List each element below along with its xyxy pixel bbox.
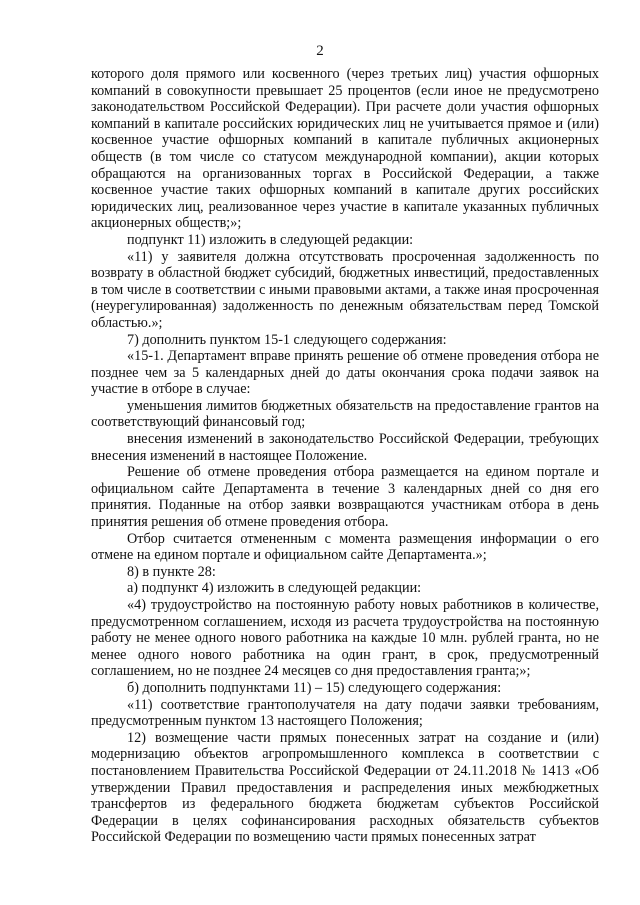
paragraph-subitem-11-instruction: подпункт 11) изложить в следующей редакции:: [127, 231, 414, 248]
document-body: [91, 66, 599, 846]
paragraph-subitem-12-new: 12) возмещение части прямых понесенных затрат на создание и (или) модернизацию объектов агропромышленного комплекса в соответствии с постановлением Правительства Российской Федерации от 24.11.2018 № 1413 «Об утверждении Правил предоставления и распределения иных межбюджетных трансфертов из федерального бюджета бюджетам субъектов Российской Федерации в целях софинансирования расходных обязательств субъектов Российской Федерации по возмещению части прямых понесенных затрат: [91, 729, 599, 846]
paragraph-legislation-changes: внесения изменений в законодательство Российской Федерации, требующих внесения изменений в настоящее Положение.: [91, 431, 599, 464]
paragraph-cancellation-effective: Отбор считается отмененным с момента размещения информации о его отмене на едином портале и официальном сайте Департамента.»;: [91, 530, 599, 564]
paragraph-subitem-11-new: «11) соответствие грантополучателя на дату подачи заявки требованиям, предусмотренным пунктом 13 настоящего Положения;: [91, 696, 599, 730]
paragraph-cancellation-decision: Решение об отмене проведения отбора размещается на едином портале и официальном сайте Департамента в течение 3 календарных дней со дня его принятия. Поданные на отбор заявки возвращаются участникам отбора в день принятия решения об отмене проведения отбора.: [91, 464, 599, 531]
paragraph-subitem-b: б) дополнить подпунктами 11) – 15) следующего содержания:: [127, 679, 502, 696]
paragraph-reduction-limits: уменьшения лимитов бюджетных обязательств на предоставление грантов на соответствующий финансовый год;: [91, 397, 599, 431]
paragraph-item-8: 8) в пункте 28:: [127, 563, 216, 580]
paragraph-subitem-11-text: «11) у заявителя должна отсутствовать просроченная задолженность по возврату в областной бюджет субсидий, бюджетных инвестиций, предоставленных в том числе в соответствии с иными правовыми актами, а также иная просроченная (неурегулированная) задолженность по денежным обязательствам перед Томской областью.»;: [91, 248, 599, 331]
paragraph-subitem-4-text: «4) трудоустройство на постоянную работу новых работников в количестве, предусмотренном соглашением, исходя из расчета трудоустройства на постоянную работу не менее одного нового работника на каждые 10 млн. рублей гранта, но не менее одного нового работника на один грант, в срок, предусмотренный соглашением, но не позднее 24 месяцев со дня предоставления гранта;»;: [91, 597, 599, 680]
paragraph-subitem-a: а) подпункт 4) изложить в следующей редакции:: [127, 580, 422, 597]
page-number: 2: [316, 43, 324, 59]
paragraph-item-7: 7) дополнить пунктом 15-1 следующего содержания:: [127, 331, 447, 348]
paragraph-item-15-1: «15-1. Департамент вправе принять решение об отмене проведения отбора не позднее чем за 5 календарных дней до даты окончания срока подачи заявок на участие в отборе в случае:: [91, 348, 599, 398]
paragraph-continuation: которого доля прямого или косвенного (через третьих лиц) участия офшорных компаний в совокупности превышает 25 процентов (если иное не предусмотрено законодательством Российской Федерации). При расчете доли участия офшорных компаний в капитале российских юридических лиц не учитывается прямое и (или) косвенное участие офшорных компаний в капитале публичных акционерных обществ (в том числе со статусом международной компании), акции которых обращаются на организованных торгах в Российской Федерации, а также косвенное участие таких офшорных компаний в капитале других российских юридических лиц, реализованное через участие в капитале указанных публичных акционерных обществ;»;: [91, 66, 599, 232]
